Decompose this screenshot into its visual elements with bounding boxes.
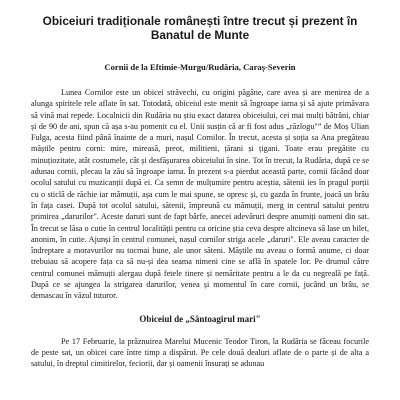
section-santoagirul bbox=[31, 314, 369, 370]
document-title: Obiceiuri tradiționale românești între trecut și prezent în Banatul de Munte bbox=[42, 14, 358, 42]
section-heading: Cornii de la Eftimie-Murgu/Rudăria, Caraș-Severin bbox=[104, 62, 296, 72]
section-paragraph: Pe 17 Februarie, la prăznuirea Marelui Mucenic Teodor Tiron, la Rudăria se făceau focurile de peste sat, un obicei care între timp a dispărut. Pe cele două dealuri aflate de o parte și de alta a satului, în dreptul cimitirelor, feciorii, dar și oamenii însurați se adunau bbox=[31, 336, 369, 369]
section-paragraph: Lunea Cornilor este un obicei străvechi, cu origini păgâne, care avea și are menirea de a alunga spiritele rele aflate în sat. Totodată, obiceiul este menit să îngroape iarna și să ajute primăvara să vină mai repede. Localnicii din Rudăria nu știu exact datarea obiceiului, cei mai mulți bătrâni, chiar și de 90 de ani, spun că așa s-au pomenit cu el. Unii susțin că ar fi fost adus „răzlogu"” de Moș Ulian Fulga, acesta fiind până înainte de a muri, nașul Cornilor. În trecut, acesta și soția sa Ana pregăteau măștile pentru corni: mire, mireasă, preot, militieni, țărani și țigani. Toate erau pregătite cu minuțiozitate, atât costumele, cât și desfășurarea obiceiului în sine. Tot în trecut, la Rudăria, după ce se adunau cornii, plecau la zău să îngroape iarna. În prezent s-a pierdut această parte, cornii făcând doar ocolul satului cu muzicanții după ei. Ca semn de mulțumire pentru aceștia, sătenii ies în pragul porții cu o sticlă de răchie iar mămuții, așa cum le mai spune, se opresc și, cu gazda în frunte, joacă un brâu în fața casei. După tot ocolul satului, sătenii, împreună cu mămuții, merg in centrul satului pentru primirea „darurilor". Aceste daruri sunt de fapt bârfe, anecei adevăruri despre anumiți oameni din sat. În trecut se lăsa o cutie în centrul localității pentru ca oricine știa ceva despre altcineva să lase un bilet, anonim, în cutie. Ajunși în centrul comunei, nașul cornilor striga acele „daruri". Ele aveau caracter de îndreptare a moravurilor nu tocmai bune, ale unor săteni. Măștile nu aveau o formă anume, ci doar trebuiau să acopere fața ca să nu-și dea seama nimeni cine se află în spatele lor. Pe drumul către centrul comunei mămuții alergau după fetele tinere și nemăritate pentru a le da cu negreală pe față. După ce se ajungea la strigarea darurilor, venea și momentul în care cornii, jucând un brâu, se demascau în văzul tuturor. bbox=[31, 88, 369, 301]
section-cornii bbox=[31, 62, 369, 302]
section-heading: Obiceiul de „Sântoagirul mari" bbox=[139, 313, 261, 324]
